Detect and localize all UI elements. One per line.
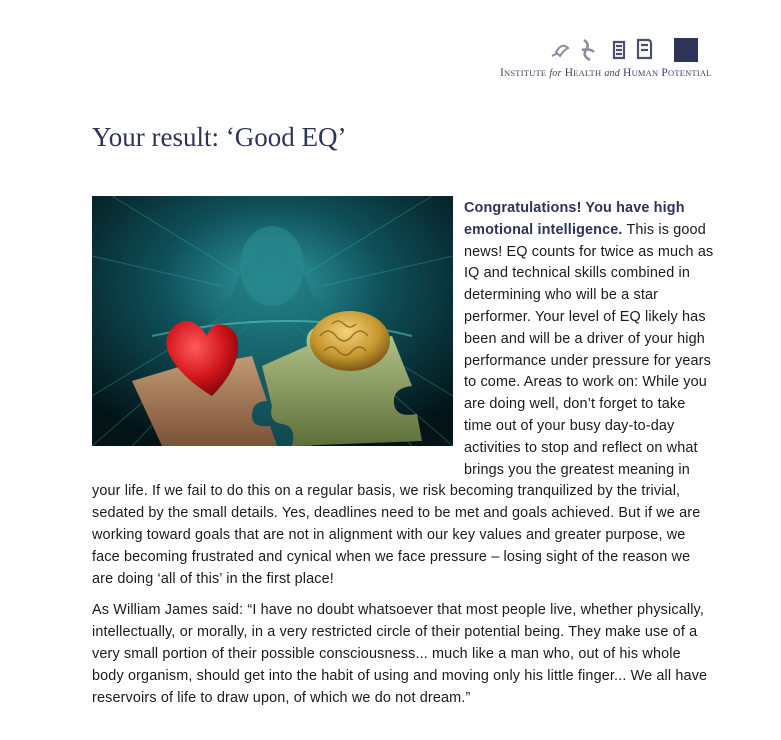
result-body: This is good news! EQ counts for twice as much as IQ and technical skills combined in determining who will be a star performer. Your level of EQ likely has been and will be a driver of your high performance under pressure for years to come. Areas to work on: While you are doing well, don’t forget to take time out of your busy day-to-day activities to stop and reflect on what brings you the greatest meaning in your life. If we fail to do this on a regular basis, we risk becoming tranquilized by the trivial, sedated by the small details. Yes, deadlines need to be met and goals achieved. But if we are working toward goals that are not in alignment with our key values and greater purpose, we face becoming frustrated and cynical when we face pressure – losing sight of the reason we are doing ‘all of this’ in the first place! <box>92 221 714 587</box>
logo-glyphs-icon <box>542 36 692 62</box>
page-title: Your result: ‘Good EQ’ <box>92 122 347 152</box>
logo-text-part: NSTITUTE <box>504 68 547 78</box>
congratulations-lead: Congratulations! You have high emotional intelligence. <box>464 200 685 238</box>
institute-name <box>500 67 712 79</box>
result-text <box>92 198 714 719</box>
logo-text-part: I <box>500 67 505 79</box>
logo-text-part: EALTH <box>573 68 602 78</box>
institute-logo <box>500 36 722 82</box>
logo-text-part: H <box>564 67 574 79</box>
logo-text-part: UMAN <box>631 68 659 78</box>
logo-text-part: H <box>623 67 632 79</box>
logo-text-part: OTENTIAL <box>668 68 712 78</box>
logo-text-part: for <box>549 68 562 79</box>
image-spacer <box>92 198 464 461</box>
logo-text-part: and <box>604 68 620 79</box>
institute-logo-icon <box>542 36 692 62</box>
logo-square-icon <box>674 38 698 62</box>
logo-text-part: P <box>661 67 669 79</box>
quote-paragraph: As William James said: “I have no doubt whatsoever that most people live, whether physically, intellectually, or morally, in a very restricted circle of their potential being. They make use of a very small portion of their possible consciousness... much like a man who, out of his whole body organism, should get into the habit of using and moving only his little finger... We all have reservoirs of life to draw upon, of which we do not dream.” <box>92 602 708 706</box>
